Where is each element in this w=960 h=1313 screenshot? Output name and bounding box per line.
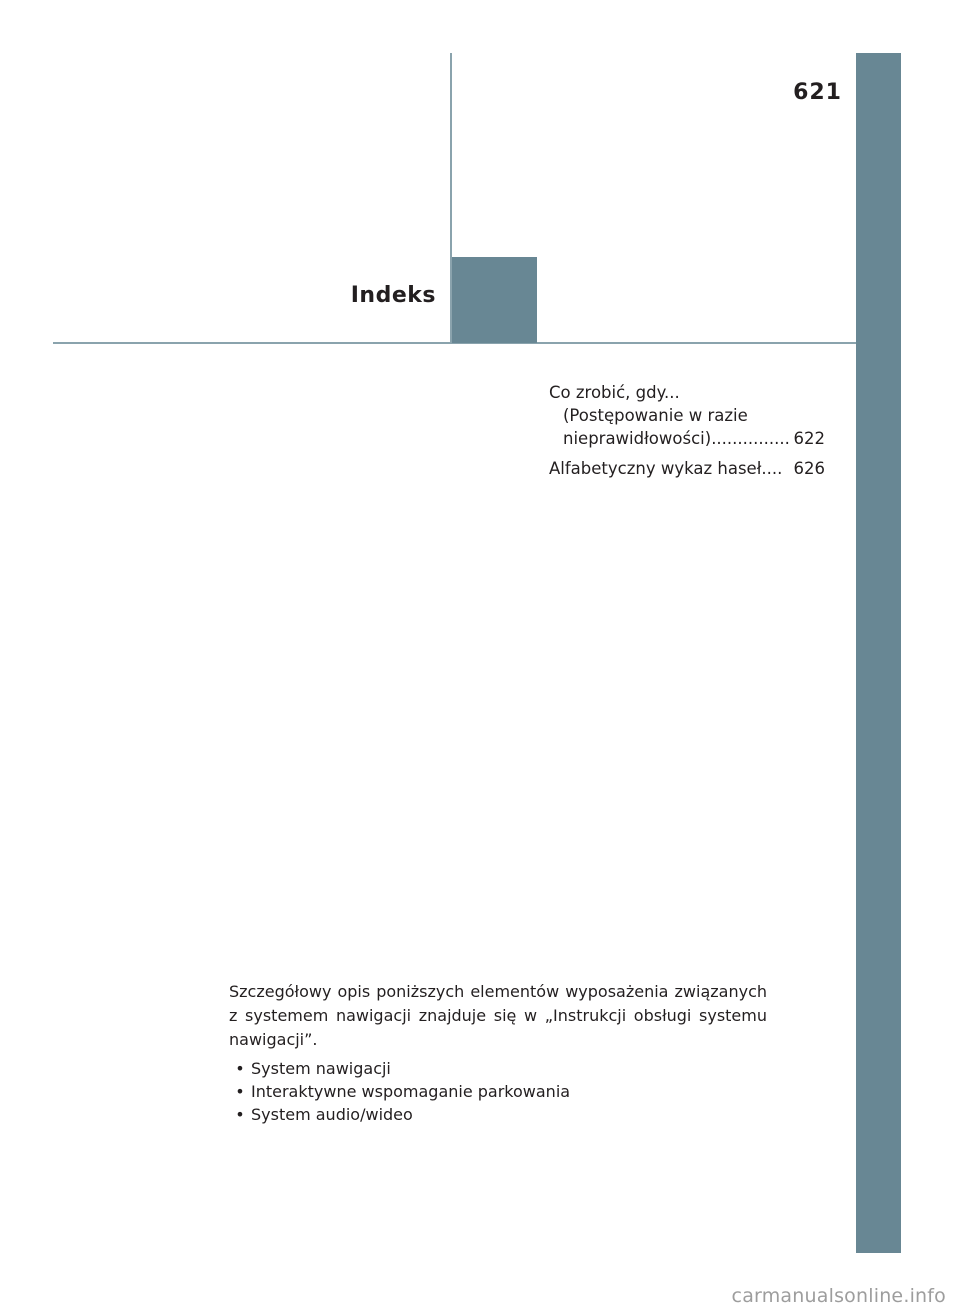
chapter-tab — [856, 53, 901, 1253]
toc-entry-title-line3: nieprawidłowości) — [563, 429, 712, 448]
list-item — [229, 1057, 767, 1080]
toc-entry-leader-row — [549, 457, 825, 480]
list-item-text: System nawigacji — [251, 1059, 391, 1078]
page-number: 621 — [793, 80, 842, 105]
watermark: carmanualsonline.info — [731, 1285, 946, 1307]
section-title-block — [452, 257, 537, 343]
list-item-text: Interaktywne wspomaganie parkowania — [251, 1082, 571, 1101]
bullet-icon: • — [235, 1105, 245, 1124]
toc-entry-title-line2: (Postępowanie w razie — [563, 406, 748, 425]
table-of-contents — [549, 381, 825, 487]
bullet-icon: • — [235, 1059, 245, 1078]
toc-entry-troubleshooting[interactable] — [549, 381, 825, 450]
toc-leader-dots: ............... — [711, 429, 790, 448]
list-item — [229, 1103, 767, 1126]
toc-entry-alphabetical-index[interactable] — [549, 457, 825, 480]
note-text: Szczegółowy opis poniższych elementów wyposażenia związanych z systemem nawigacji znajduje się w „Instrukcji obsługi systemu nawigacji”. — [229, 982, 767, 1049]
navigation-manual-note — [229, 980, 767, 1126]
toc-page-number: 626 — [793, 459, 825, 478]
toc-entry-title: Co zrobić, gdy... — [549, 383, 680, 402]
list-item — [229, 1080, 767, 1103]
toc-entry-title: Alfabetyczny wykaz haseł — [549, 459, 762, 478]
note-list — [229, 1057, 767, 1126]
toc-leader-dots: .... — [761, 459, 783, 478]
toc-page-number: 622 — [793, 429, 825, 448]
toc-entry-leader-row — [549, 427, 825, 450]
bullet-icon: • — [235, 1082, 245, 1101]
section-title: Indeks — [350, 283, 436, 308]
list-item-text: System audio/wideo — [251, 1105, 413, 1124]
